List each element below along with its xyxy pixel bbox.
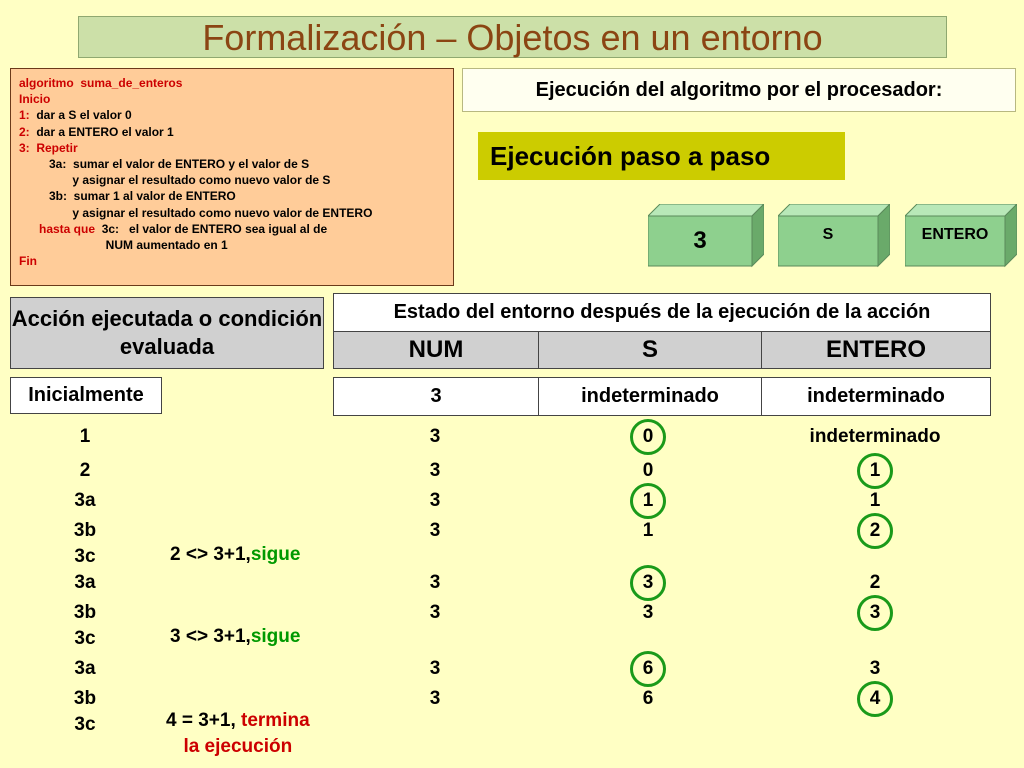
condition-text (170, 626, 300, 648)
trace-num: 3 (429, 658, 441, 679)
changed-value-highlight (630, 651, 666, 687)
line-text: 3c: el valor de ENTERO sea igual al de (95, 221, 328, 236)
trace-s: 3 (642, 572, 654, 593)
cube-label: 3 (693, 227, 707, 254)
entero-cube (905, 204, 1017, 268)
trace-num: 3 (429, 460, 441, 481)
condition-text (170, 544, 300, 566)
column-s: S (539, 332, 762, 369)
line-text: y asignar el resultado como nuevo valor de ENTERO (19, 205, 373, 220)
algorithm-line (19, 156, 445, 172)
trace-s: 6 (642, 688, 654, 709)
slide-title: Formalización – Objetos en un entorno (78, 16, 947, 58)
algorithm-line (19, 140, 445, 156)
algorithm-line (19, 253, 445, 269)
state-table (333, 293, 991, 369)
trace-entero: 2 (869, 520, 881, 541)
line-text: Repetir (29, 140, 78, 155)
condition-expression: 2 <> 3+1, (170, 544, 251, 565)
algorithm-line (19, 237, 445, 253)
trace-entero: indeterminado (809, 426, 941, 447)
cube-label: ENTERO (921, 226, 989, 243)
num-cube (648, 204, 764, 268)
changed-value-highlight (857, 453, 893, 489)
line-text: dar a ENTERO el valor 1 (29, 124, 174, 139)
algorithm-line (19, 91, 445, 107)
trace-step: 3c (74, 546, 96, 567)
trace-num: 3 (429, 426, 441, 447)
condition-result: termina (241, 710, 310, 731)
algorithm-line (19, 107, 445, 123)
trace-num: 3 (429, 602, 441, 623)
line-text: dar a S el valor 0 (29, 108, 132, 123)
trace-num: 3 (429, 688, 441, 709)
condition-expression: 3 <> 3+1, (170, 626, 251, 647)
trace-s: 0 (642, 460, 654, 481)
initial-entero: indeterminado (762, 378, 991, 416)
changed-value-highlight (630, 483, 666, 519)
trace-step: 3a (74, 658, 96, 679)
algorithm-line (19, 172, 445, 188)
initial-num: 3 (334, 378, 539, 416)
line-text: 3a: sumar el valor de ENTERO y el valor de S (19, 157, 310, 172)
line-number: 3: (19, 140, 30, 155)
trace-step: 3b (73, 520, 97, 541)
line-text: 3b: sumar 1 al valor de ENTERO (19, 189, 236, 204)
condition-result: sigue (250, 544, 301, 565)
line-text: Fin (19, 254, 37, 269)
trace-step: 3b (73, 602, 97, 623)
changed-value-highlight (630, 565, 666, 601)
trace-entero: 3 (869, 658, 881, 679)
line-text: NUM aumentado en 1 (19, 238, 228, 253)
condition-text (166, 710, 310, 758)
trace-entero: 2 (869, 572, 881, 593)
algorithm-line (19, 124, 445, 140)
execution-heading: Ejecución del algoritmo por el procesador: (462, 68, 1016, 112)
line-text: y asignar el resultado como nuevo valor de S (19, 173, 331, 188)
line-text: algoritmo suma_de_enteros (19, 76, 183, 90)
initial-label: Inicialmente (10, 377, 162, 414)
trace-step: 1 (79, 426, 91, 447)
action-header-text: Acción ejecutada o condición evaluada (11, 306, 323, 359)
line-number: 2: (19, 124, 30, 139)
trace-step: 3a (74, 572, 96, 593)
trace-s: 1 (642, 520, 654, 541)
trace-s: 1 (642, 490, 654, 511)
trace-step: 3c (74, 714, 96, 735)
algorithm-line (19, 188, 445, 204)
trace-s: 6 (642, 658, 654, 679)
trace-step: 3a (74, 490, 96, 511)
trace-entero: 1 (869, 490, 881, 511)
condition-result-line2: la ejecución (183, 736, 293, 757)
trace-s: 0 (642, 426, 654, 447)
trace-num: 3 (429, 520, 441, 541)
algorithm-line (19, 75, 445, 91)
line-text: Inicio (19, 92, 51, 107)
changed-value-highlight (857, 513, 893, 549)
initial-s: indeterminado (539, 378, 762, 416)
changed-value-highlight (630, 419, 666, 455)
trace-entero: 3 (869, 602, 881, 623)
trace-num: 3 (429, 490, 441, 511)
condition-result: sigue (250, 626, 301, 647)
trace-step: 3b (73, 688, 97, 709)
trace-num: 3 (429, 572, 441, 593)
trace-step: 2 (79, 460, 91, 481)
trace-entero: 1 (869, 460, 881, 481)
column-entero: ENTERO (762, 332, 991, 369)
action-header (10, 297, 324, 369)
s-cube (778, 204, 890, 268)
initial-values-row (333, 377, 991, 416)
changed-value-highlight (857, 681, 893, 717)
column-num: NUM (334, 332, 539, 369)
trace-step: 3c (74, 628, 96, 649)
keyword: hasta que (19, 221, 96, 236)
condition-expression: 4 = 3+1, (166, 710, 242, 731)
state-table-title: Estado del entorno después de la ejecución de la acción (334, 294, 991, 332)
cube-label: S (822, 226, 834, 243)
algorithm-box (10, 68, 454, 286)
changed-value-highlight (857, 595, 893, 631)
trace-entero: 4 (869, 688, 881, 709)
trace-s: 3 (642, 602, 654, 623)
line-number: 1: (19, 108, 30, 123)
algorithm-line (19, 205, 445, 221)
step-by-step-heading: Ejecución paso a paso (478, 132, 845, 180)
algorithm-line (19, 221, 445, 237)
